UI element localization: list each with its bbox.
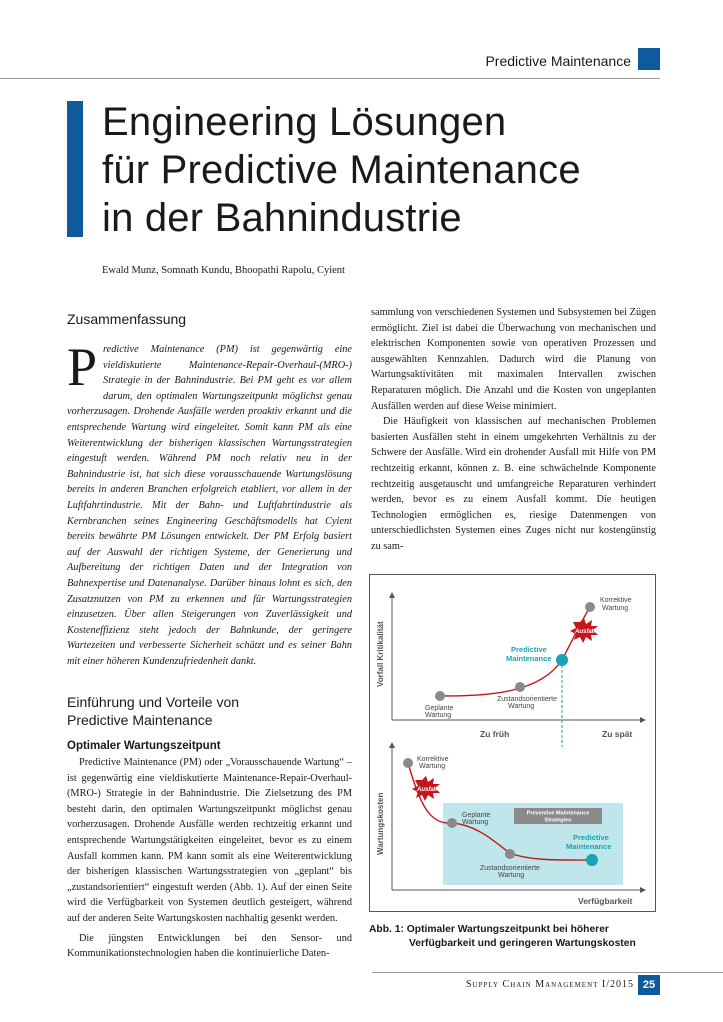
page-number: 25 <box>638 975 660 995</box>
article-title <box>102 98 581 242</box>
point-korrektiv-b <box>403 758 413 768</box>
dropcap: P <box>67 337 98 397</box>
point-korrektiv <box>585 602 595 612</box>
right-paragraph-1: sammlung von verschiedenen Systemen und Subsystemen bei Zügen ermöglicht. Ziel ist dabei die Überwachung von mechanischen und elektrischen Komponenten sowie von operativen Prozessen und ausgewählten Kennzahlen. Dadurch wird die Planung von Wartungsaktivitäten mit maximalen Intervallen zwischen Reparaturen möglich. Die Anzahl und die Kosten von ungeplanten Ausfällen werden auf diese Weise minimiert. <box>371 307 656 412</box>
right-column <box>371 305 656 555</box>
preventive-label-1: Preventive Maintenance <box>526 810 590 817</box>
label-zustand-2: Wartung <box>508 703 535 710</box>
subsection-heading: Optimaler Wartungszeitpunt <box>67 740 221 753</box>
label-korrektiv-b-1: Korrektive <box>417 756 449 763</box>
caption-line-2: Verfügbarkeit und geringeren Wartungskosten <box>409 938 636 949</box>
journal-name: Supply Chain Management I/2015 <box>466 979 635 990</box>
caption-text-1: Optimaler Wartungszeitpunkt bei höherer <box>406 924 609 935</box>
figure-caption <box>369 923 669 951</box>
section-paragraph-1: Predictive Maintenance (PM) oder „Vorausschauende Wartung“ – ist gegenwärtig eine vieldiskutierte Maintenance-Repair-Overhaul-(MRO-) Strategie in der Bahnindustrie. Die Zielsetzung des PM besteht darin, den optimalen Wartungszeitpunkt möglichst genau vorherzusagen. Drohende Ausfälle werden rechtzeitig erkannt und entsprechende Wartungstätigkeiten eingeleitet, bevor es zu einem Ausfall kommen kann. PM kann somit als eine Weiterentwicklung der bisherigen klassischen Wartungsstrategien von „geplant“ bis „zustandsorientiert“ eingestuft werden (Abb. 1). Auf der einen Seite wird die Verfügbarkeit von Systemen deutlich gesteigert, während auf der anderen Seite Wartungskosten nachhaltig gesenkt werden. <box>67 757 352 924</box>
section-label: Predictive Maintenance <box>485 53 631 69</box>
figure-diagram <box>370 575 655 911</box>
label-geplante-b-1: Geplante <box>462 812 491 819</box>
header-marker <box>638 48 660 70</box>
header-divider <box>0 78 660 79</box>
footer-divider <box>372 972 723 973</box>
label-zustand-b-1: Zustandsorientierte <box>480 865 540 872</box>
preventive-label-2: Strategien <box>544 817 572 824</box>
title-line-2: für Predictive Maintenance <box>102 148 581 192</box>
point-zustand-b <box>505 849 515 859</box>
abstract-body: redictive Maintenance (PM) ist gegenwärtig eine vieldiskutierte Maintenance-Repair-Overhaul-(MRO-) Strategie in der Bahnindustrie. Bei PM geht es vor allem darum, den optimalen Wartungszeitpunkt möglichst genau vorherzusagen. Drohende Ausfälle werden proaktiv erkannt und die entsprechende Wartung wird eingeleitet. Somit kann PM als eine Weiterentwicklung der bisherigen klassischen Wartungsstrategien eingestuft werden. Während PM noch relativ neu in der Bahnindustrie ist, hat sich diese vorausschauende Wartungslösung bereits in anderen Branchen erfolgreich etabliert, vor allem in der Luftfahrtindustrie. Mit der Bahn- und Luftfahrtindustrie als Kernbranchen seines Engineering Geschäftsmodells hat Cyient bereits bewährte PM Lösungen entwickelt. Der PM Erfolg basiert auf der Auswahl der richtigen Systeme, der Generierung und Aufbereitung der richtigen Daten und der Integration von Bahnexpertise und Datenanalyse. Darüber hinaus lohnt es sich, den Zusatznutzen von PM zu erkennen und für Wartungsstrategien einzusetzen. Über allen Steigerungen von Zuverlässigkeit und Kosteneffizienz steht jedoch der Bahnkunde, der geringere Wartezeiten und verbesserte Sicherheit schätzt und es seiner Bahn mit einer höheren Kundenzufriedenheit dankt. <box>67 344 352 667</box>
section-paragraph-2: Die jüngsten Entwicklungen bei den Sensor- und Kommunikationstechnologien haben die kontinuierliche Daten- <box>67 932 352 960</box>
label-predictive-b-2: Maintenance <box>566 842 612 851</box>
label-korrektiv-b-2: Wartung <box>419 763 446 770</box>
abstract-text <box>67 337 352 669</box>
right-paragraph-2: Die Häufigkeit von klassischen auf mechanischen Problemen basierten Ausfällen steht in einem umgekehrten Verhältnis zu der Schwere der Ausfälle. Wird ein drohender Ausfall mit Hilfe von PM rechtzeitig erkannt, können z. B. eine schwächelnde Komponente rechtzeitig ausgetauscht und umfangreiche Reparaturen verhindert werden, bevor es zu einem Ausfall kommt. Die heutigen Technologien ermöglichen es, riesige Datenmengen von unterschiedlichsten Systemen eines Zuges nicht nur kostengünstig zu sam- <box>371 416 656 552</box>
abstract-heading: Zusammenfassung <box>67 311 187 327</box>
label-geplante-b-2: Wartung <box>462 819 489 826</box>
ausfall-label-top: Ausfall <box>575 629 596 635</box>
point-zustandsorientiert <box>515 682 525 692</box>
label-zustand-1: Zustandsorientierte <box>497 696 557 703</box>
point-predictive-b <box>586 854 598 866</box>
title-accent-bar <box>67 101 83 237</box>
section-heading-line-1: Einführung und Vorteile von <box>67 694 240 711</box>
label-zustand-b-2: Wartung <box>498 872 525 879</box>
top-x-right-label: Zu spät <box>602 729 633 739</box>
bottom-x-label: Verfügbarkeit <box>578 896 633 906</box>
top-x-left-label: Zu früh <box>480 729 510 739</box>
ausfall-label-bottom: Ausfall <box>417 787 438 793</box>
figure-1 <box>369 574 656 912</box>
caption-line-1 <box>369 923 669 937</box>
label-predictive-2: Maintenance <box>506 654 552 663</box>
top-y-label: Vorfall Kritikalität <box>376 621 385 687</box>
section-heading <box>67 693 352 729</box>
title-line-3: in der Bahnindustrie <box>102 196 462 240</box>
point-geplante-b <box>447 818 457 828</box>
caption-prefix: Abb. 1: <box>369 924 404 935</box>
point-geplante <box>435 691 445 701</box>
authors: Ewald Munz, Somnath Kundu, Bhoopathi Rapolu, Cyient <box>102 265 345 276</box>
label-geplante-2: Wartung <box>425 712 452 719</box>
title-line-1: Engineering Lösungen <box>102 100 507 144</box>
label-predictive-1: Predictive <box>511 645 547 654</box>
bottom-y-label: Wartungskosten <box>376 792 385 855</box>
label-geplante-1: Geplante <box>425 705 454 712</box>
left-column <box>67 310 352 962</box>
label-korrektiv-2: Wartung <box>602 605 629 612</box>
point-predictive <box>556 654 568 666</box>
label-korrektiv-1: Korrektive <box>600 597 632 604</box>
section-heading-line-2: Predictive Maintenance <box>67 712 213 729</box>
label-predictive-b-1: Predictive <box>573 833 609 842</box>
